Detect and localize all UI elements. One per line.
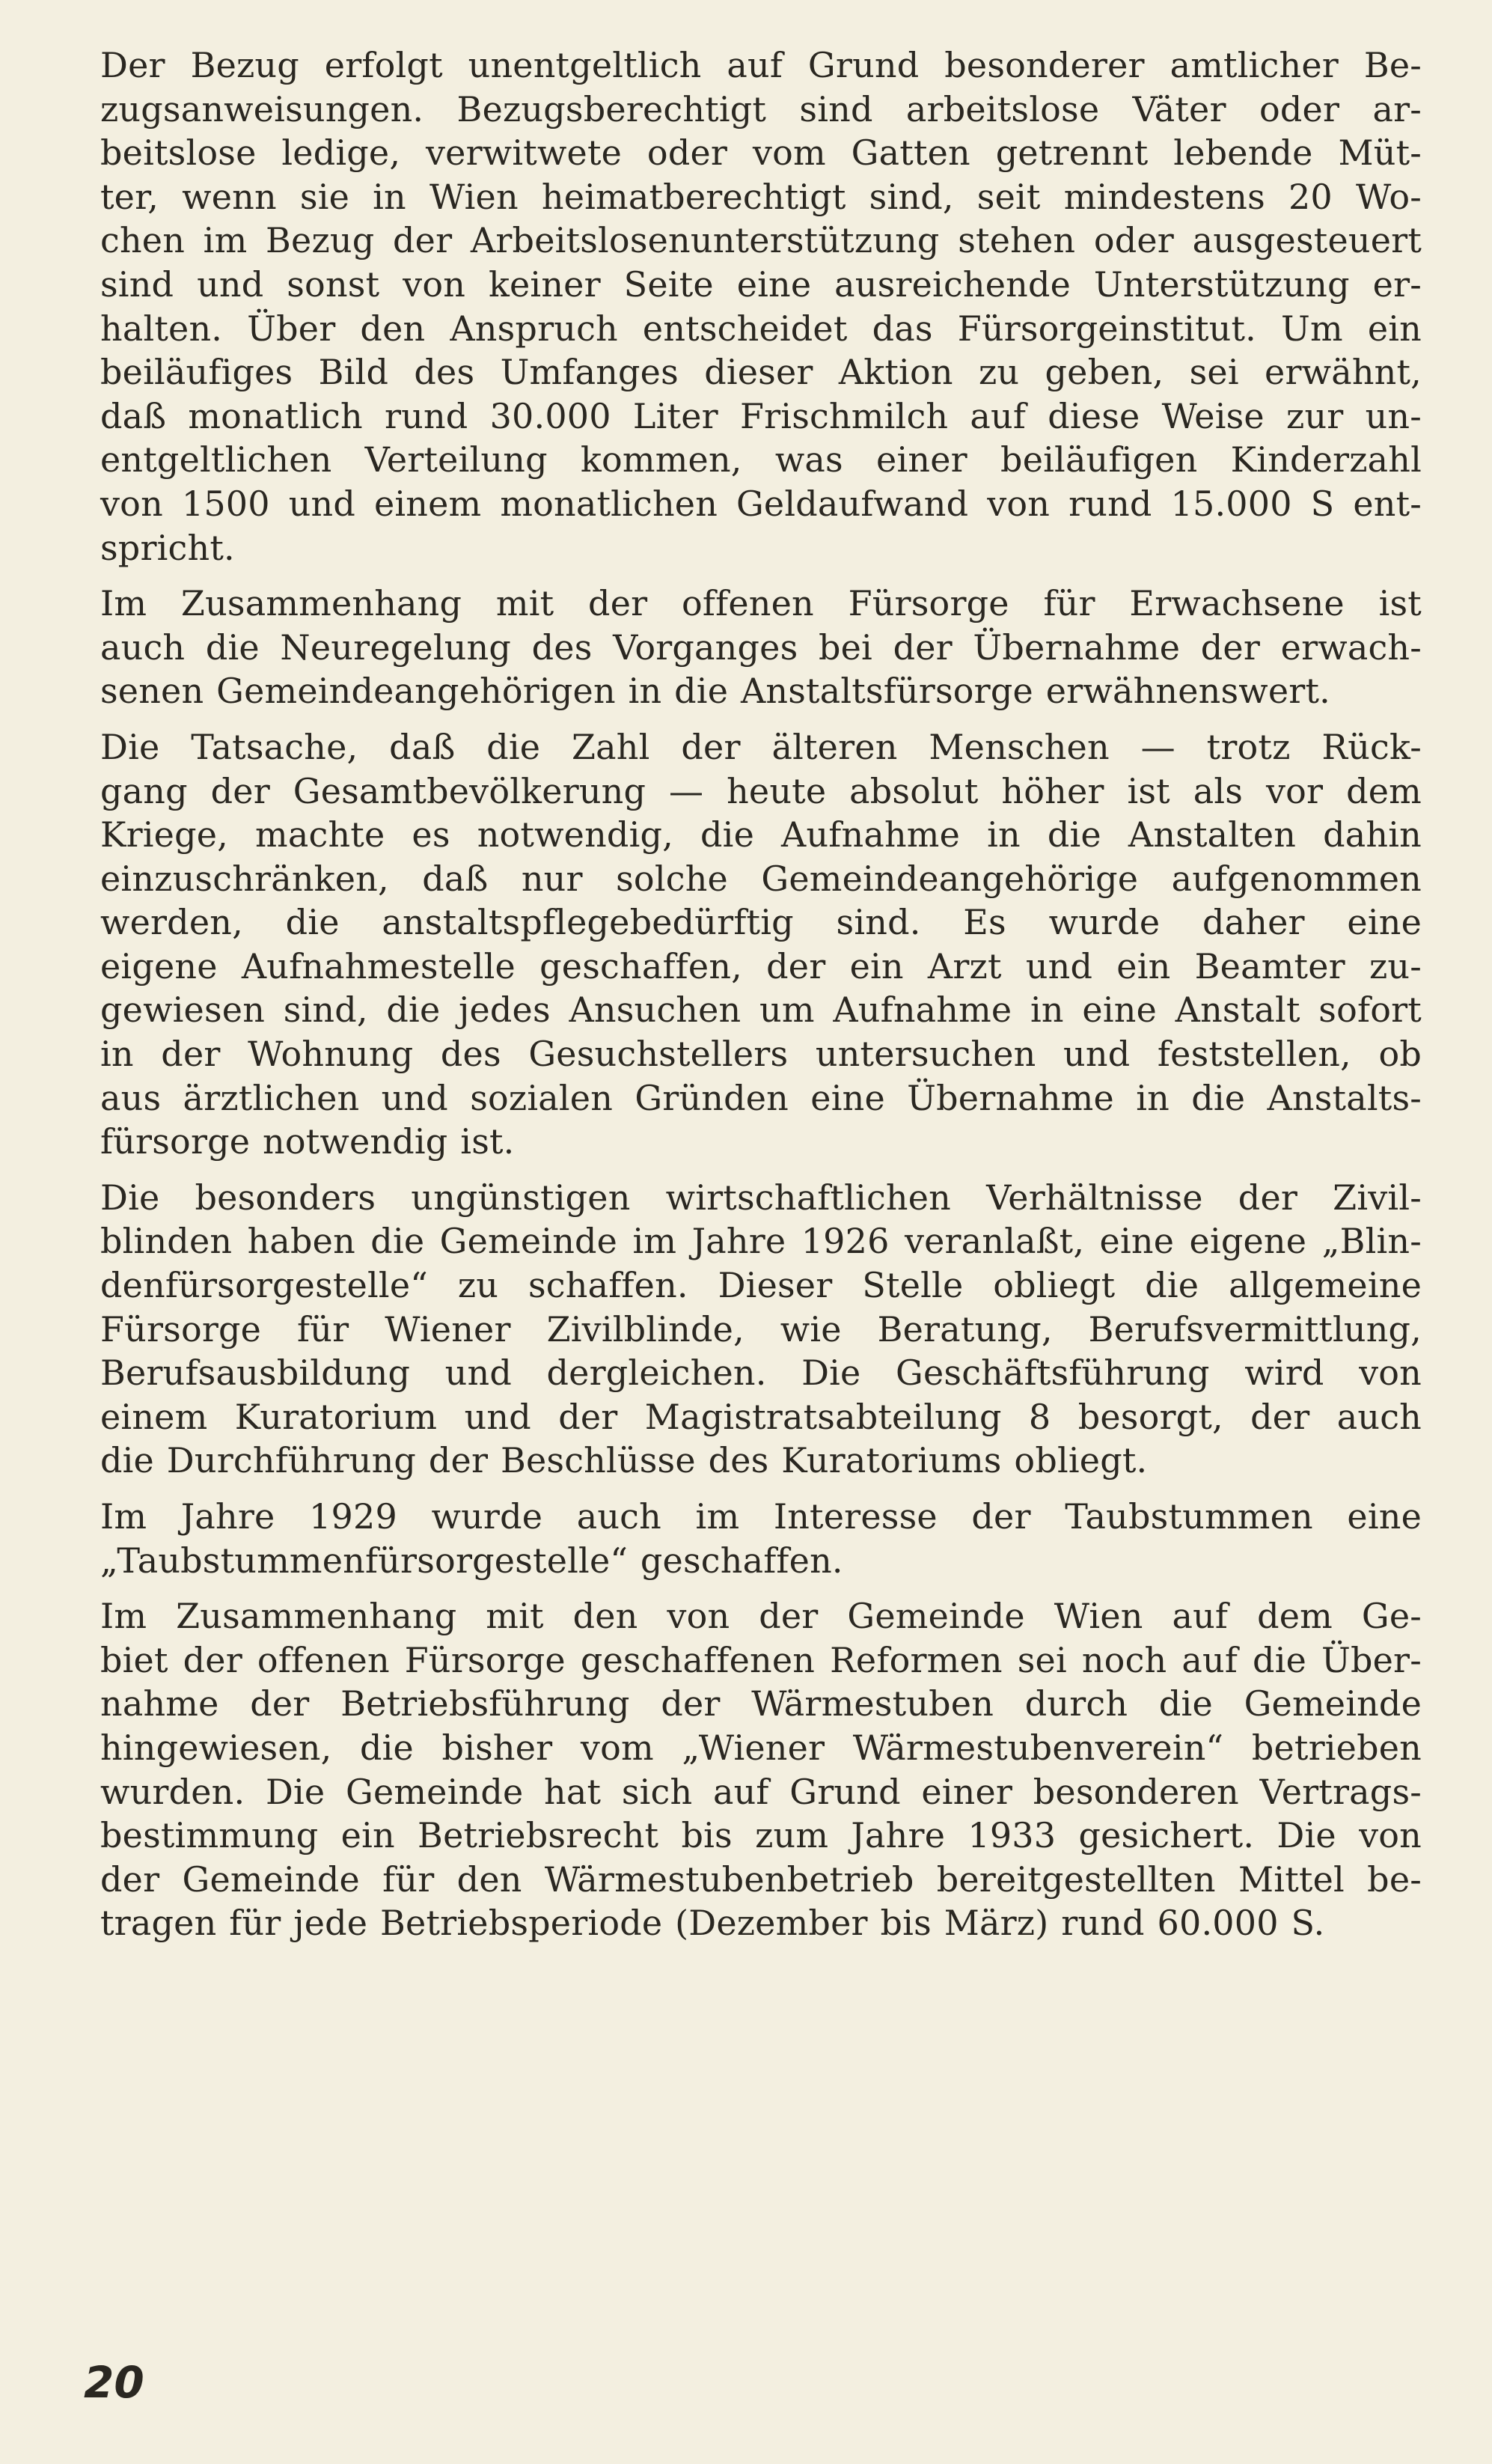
text-line: denfürsorgestelle“ zu schaffen. Dieser Stelle obliegt die allgemeine xyxy=(100,1265,1422,1306)
text-line: senen Gemeindeangehörigen in die Anstaltsfürsorge erwähnenswert. xyxy=(100,671,1330,712)
text-line: wurden. Die Gemeinde hat sich auf Grund einer besonderen Vertrags- xyxy=(100,1771,1422,1812)
text-line: Die Tatsache, daß die Zahl der älteren Menschen — trotz Rück- xyxy=(100,726,1422,767)
text-line: gewiesen sind, die jedes Ansuchen um Aufnahme in eine Anstalt sofort xyxy=(100,989,1422,1031)
text-line: Fürsorge für Wiener Zivilblinde, wie Beratung, Berufsvermittlung, xyxy=(100,1308,1422,1350)
body-text xyxy=(100,43,1422,1957)
text-line: tragen für jede Betriebsperiode (Dezember bis März) rund 60.000 S. xyxy=(100,1903,1325,1944)
text-line: bestimmung ein Betriebsrecht bis zum Jahre 1933 gesichert. Die von xyxy=(100,1815,1422,1856)
paragraph-blind-care xyxy=(100,1176,1422,1483)
text-line: spricht. xyxy=(100,527,235,568)
text-line: Im Zusammenhang mit den von der Gemeinde Wien auf dem Ge- xyxy=(100,1596,1422,1637)
text-line: sind und sonst von keiner Seite eine ausreichende Unterstützung er- xyxy=(100,263,1422,305)
text-line: von 1500 und einem monatlichen Geldaufwand von rund 15.000 S ent- xyxy=(100,483,1422,524)
text-line: Der Bezug erfolgt unentgeltlich auf Grund besonderer amtlicher Be- xyxy=(100,45,1422,85)
page-number: 20 xyxy=(84,2357,144,2408)
text-line: zugsanweisungen. Bezugsberechtigt sind arbeitslose Väter oder ar- xyxy=(100,88,1422,129)
text-line: beitslose ledige, verwitwete oder vom Gatten getrennt lebende Müt- xyxy=(100,132,1422,174)
text-line: auch die Neuregelung des Vorganges bei der Übernahme der erwach- xyxy=(100,626,1422,668)
text-line: die Durchführung der Beschlüsse des Kuratoriums obliegt. xyxy=(100,1440,1148,1481)
text-line: chen im Bezug der Arbeitslosenunterstützung stehen oder ausgesteuert xyxy=(100,220,1422,261)
paragraph-deaf-care xyxy=(100,1495,1422,1582)
text-line: fürsorge notwendig ist. xyxy=(100,1121,515,1162)
text-line: Kriege, machte es notwendig, die Aufnahme in die Anstalten dahin xyxy=(100,814,1422,856)
paragraph-warming-rooms xyxy=(100,1594,1422,1945)
text-line: einzuschränken, daß nur solche Gemeindeangehörige aufgenommen xyxy=(100,858,1422,899)
paragraph-adult-care xyxy=(100,582,1422,713)
text-line: blinden haben die Gemeinde im Jahre 1926 veranlaßt, eine eigene „Blin- xyxy=(100,1221,1422,1262)
text-line: „Taubstummenfürsorgestelle“ geschaffen. xyxy=(100,1540,843,1581)
text-line: Berufsausbildung und dergleichen. Die Geschäftsführung wird von xyxy=(100,1353,1422,1394)
text-line: werden, die anstaltspflegebedürftig sind. Es wurde daher eine xyxy=(100,902,1422,943)
text-line: einem Kuratorium und der Magistratsabteilung 8 besorgt, der auch xyxy=(100,1396,1422,1437)
text-line: biet der offenen Fürsorge geschaffenen Reformen sei noch auf die Über- xyxy=(100,1639,1422,1680)
text-line: Im Jahre 1929 wurde auch im Interesse der Taubstummen eine xyxy=(100,1496,1422,1537)
text-line: eigene Aufnahmestelle geschaffen, der ein Arzt und ein Beamter zu- xyxy=(100,945,1422,986)
paragraph-milk-distribution xyxy=(100,43,1422,570)
text-line: der Gemeinde für den Wärmestubenbetrieb bereitgestellten Mittel be- xyxy=(100,1858,1422,1900)
text-line: nahme der Betriebsführung der Wärmestuben durch die Gemeinde xyxy=(100,1683,1422,1725)
text-line: in der Wohnung des Gesuchstellers untersuchen und feststellen, ob xyxy=(100,1034,1422,1075)
text-line: ter, wenn sie in Wien heimatberechtigt sind, seit mindestens 20 Wo- xyxy=(100,176,1422,217)
text-line: halten. Über den Anspruch entscheidet das Fürsorgeinstitut. Um ein xyxy=(100,308,1422,349)
text-line: entgeltlichen Verteilung kommen, was einer beiläufigen Kinderzahl xyxy=(100,439,1422,481)
paragraph-admission-office xyxy=(100,725,1422,1164)
text-line: beiläufiges Bild des Umfanges dieser Aktion zu geben, sei erwähnt, xyxy=(100,352,1422,393)
text-line: Im Zusammenhang mit der offenen Fürsorge für Erwachsene ist xyxy=(100,583,1422,624)
text-line: hingewiesen, die bisher vom „Wiener Wärmestubenverein“ betrieben xyxy=(100,1727,1422,1768)
text-line: Die besonders ungünstigen wirtschaftlichen Verhältnisse der Zivil- xyxy=(100,1177,1422,1218)
text-line: aus ärztlichen und sozialen Gründen eine Übernahme in die Anstalts- xyxy=(100,1077,1422,1118)
text-line: daß monatlich rund 30.000 Liter Frischmilch auf diese Weise zur un- xyxy=(100,395,1422,436)
text-line: gang der Gesamtbevölkerung — heute absolut höher ist als vor dem xyxy=(100,770,1422,811)
